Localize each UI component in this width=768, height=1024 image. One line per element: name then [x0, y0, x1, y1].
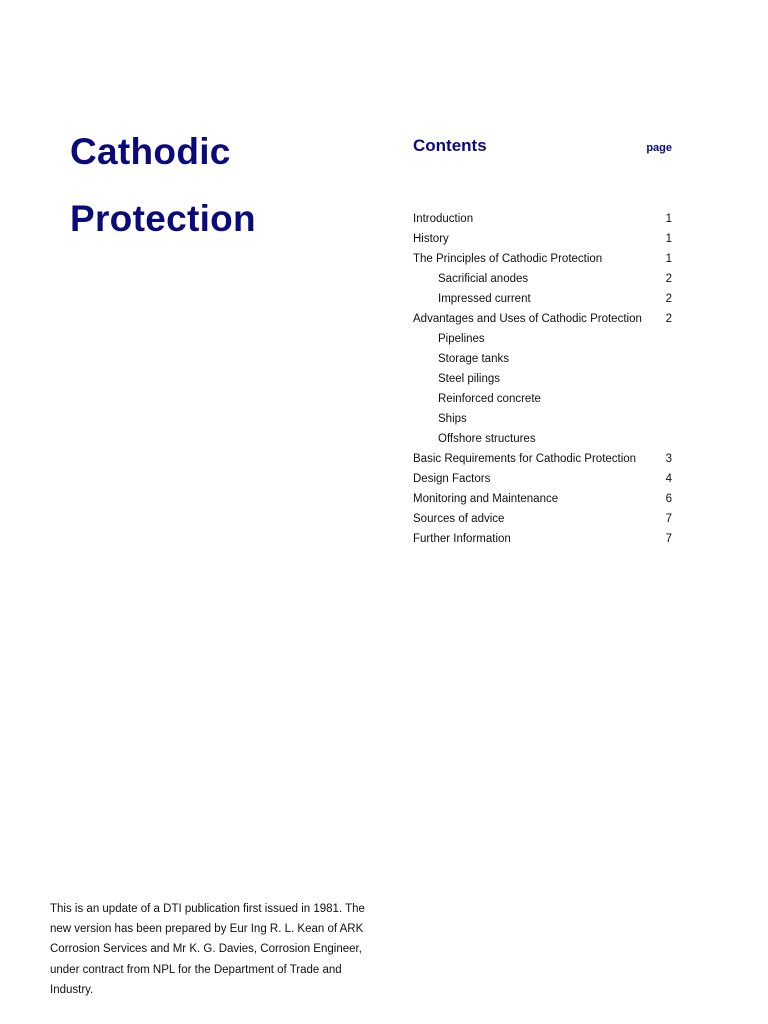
- toc-entry: [413, 329, 672, 349]
- toc-entry-label: Ships: [438, 413, 467, 425]
- toc-entry-page: 3: [665, 453, 672, 465]
- toc-entry-label: Advantages and Uses of Cathodic Protection: [413, 313, 642, 325]
- toc-entry-label: Sacrificial anodes: [438, 273, 529, 285]
- toc-entry: [413, 249, 672, 269]
- page-column-heading: page: [646, 142, 672, 154]
- toc-entry-label: Reinforced concrete: [438, 393, 541, 405]
- toc-entry-label: Design Factors: [413, 473, 491, 485]
- toc-entry: [413, 269, 672, 289]
- toc-entry-label: Impressed current: [438, 293, 531, 305]
- toc-entry-label: Steel pilings: [438, 373, 501, 385]
- toc-entry-page: 1: [665, 213, 672, 225]
- toc-entry-label: The Principles of Cathodic Protection: [413, 253, 603, 265]
- toc-entry: [413, 469, 672, 489]
- toc-entry: [413, 449, 672, 469]
- toc-entry: [413, 309, 672, 329]
- toc-entry-page: 2: [665, 293, 672, 305]
- toc-entry-label: Basic Requirements for Cathodic Protection: [413, 453, 637, 465]
- toc-entry: [413, 229, 672, 249]
- table-of-contents: [413, 209, 672, 549]
- contents-heading: Contents: [413, 136, 487, 155]
- toc-entry: [413, 509, 672, 529]
- toc-entry-page: 2: [665, 313, 672, 325]
- toc-entry-page: 4: [665, 473, 672, 485]
- toc-entry: [413, 289, 672, 309]
- toc-entry-page: 1: [665, 233, 672, 245]
- toc-entry-label: Pipelines: [438, 333, 485, 345]
- toc-entry-label: Offshore structures: [438, 433, 536, 445]
- toc-entry-label: Monitoring and Maintenance: [413, 493, 559, 505]
- toc-entry-page: 2: [665, 273, 672, 285]
- toc-entry: [413, 429, 672, 449]
- toc-entry-label: History: [413, 233, 449, 245]
- publication-note: This is an update of a DTI publication first issued in 1981. The new version has been prepared by Eur Ing R. L. Kean of ARK Corrosion Services and Mr K. G. Davies, Corrosion Engineer, under contract from NPL for the Department of Trade and Industry.: [50, 903, 365, 996]
- toc-entry: [413, 529, 672, 549]
- toc-entry-label: Storage tanks: [438, 353, 509, 365]
- toc-entry-label: Introduction: [413, 213, 474, 225]
- toc-entry-page: 7: [665, 513, 672, 525]
- toc-entry-page: 1: [665, 253, 672, 265]
- toc-entry-page: 6: [665, 493, 672, 505]
- toc-entry: [413, 209, 672, 229]
- document-title-line-1: Cathodic: [70, 131, 231, 172]
- toc-entry: [413, 489, 672, 509]
- document-title-line-2: Protection: [70, 198, 256, 239]
- toc-entry-page: 7: [665, 533, 672, 545]
- toc-entry-label: Further Information: [413, 533, 511, 545]
- toc-entry: [413, 409, 672, 429]
- toc-entry-label: Sources of advice: [413, 513, 505, 525]
- toc-entry: [413, 349, 672, 369]
- toc-entry: [413, 389, 672, 409]
- toc-entry: [413, 369, 672, 389]
